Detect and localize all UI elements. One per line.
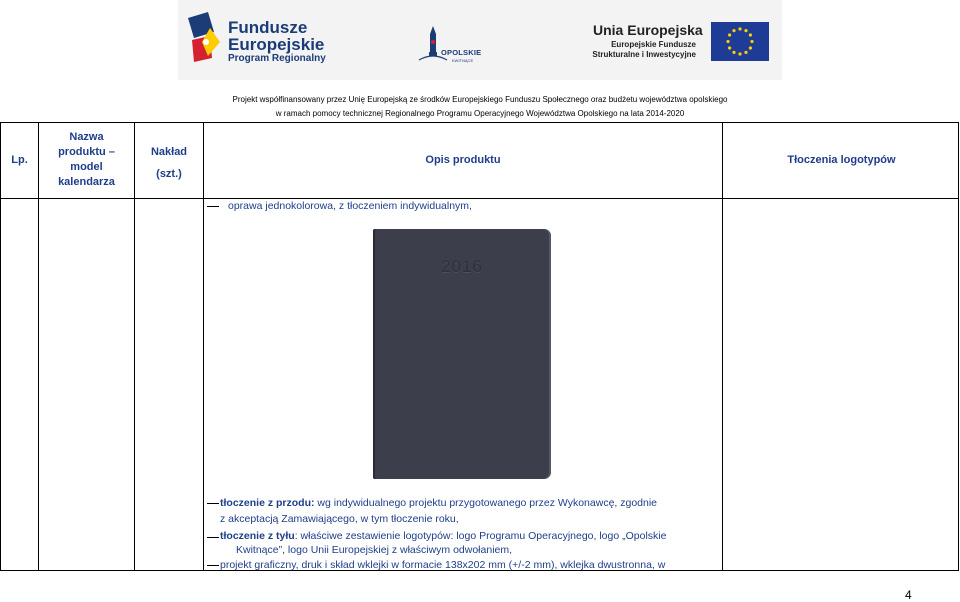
opolskie-logo-name: OPOLSKIE xyxy=(441,48,482,57)
list-dash xyxy=(207,537,219,538)
opolskie-tower-icon xyxy=(415,22,487,64)
header-opis: Opis produktu xyxy=(425,154,501,166)
column-divider xyxy=(722,123,723,570)
opis-first-line: oprawa jednokolorowa, z tłoczeniem indywidualnym, xyxy=(228,200,472,212)
ue-logo-subtitle: Europejskie Fundusze Strukturalne i Inwestycyjne xyxy=(592,40,696,59)
header-nazwa: Nazwa produktu – model kalendarza xyxy=(58,131,115,188)
opis-front-embossing-line2: z akceptacją Zamawiającego, w tym tłoczenie roku, xyxy=(220,513,459,525)
ue-logo-title: Unia Europejska xyxy=(593,22,703,38)
header-lp: Lp. xyxy=(11,154,28,166)
list-dash xyxy=(207,503,219,504)
header-tloczenia: Tłoczenia logotypów xyxy=(787,154,896,166)
column-divider xyxy=(38,123,39,570)
list-dash xyxy=(207,206,219,207)
fundusze-europejskie-star-icon xyxy=(188,12,220,66)
project-funding-line-2: w ramach pomocy technicznej Regionalnego Programu Operacyjnego Województwa Opolskiego na lata 2014-2020 xyxy=(275,109,685,118)
eu-flag-icon xyxy=(711,22,769,61)
header-naklad: Nakład (szt.) xyxy=(150,146,188,180)
list-dash xyxy=(207,565,219,566)
column-divider xyxy=(203,123,204,570)
project-funding-line-1: Projekt współfinansowany przez Unię Europejską ze środków Europejskiego Funduszu Społecznego oraz budżetu województwa opolskiego xyxy=(232,95,728,104)
column-divider xyxy=(134,123,135,570)
opolskie-logo-tagline: KWITNĄCE xyxy=(452,58,474,63)
fundusze-logo-subtitle: Program Regionalny xyxy=(228,53,326,64)
opis-front-embossing: tłoczenie z przodu: wg indywidualnego projektu przygotowanego przez Wykonawcę, zgodnie xyxy=(220,497,658,509)
header-row-divider xyxy=(1,198,958,199)
fundusze-logo-title: Fundusze Europejskie xyxy=(228,18,325,54)
book-year: 2016 xyxy=(441,257,483,276)
opis-back-embossing-line2: Kwitnące”, logo Unii Europejskiej z właściwym odwołaniem, xyxy=(236,544,513,556)
opis-graphic-project: projekt graficzny, druk i skład wklejki w formacie 138x202 mm (+/-2 mm), wklejka dwustronna, w xyxy=(220,559,666,571)
calendar-book-image xyxy=(373,229,551,479)
opis-back-embossing: tłoczenie z tyłu: właściwe zestawienie logotypów: logo Programu Operacyjnego, logo „Opolskie xyxy=(220,530,667,542)
page-number: 4 xyxy=(905,588,912,602)
